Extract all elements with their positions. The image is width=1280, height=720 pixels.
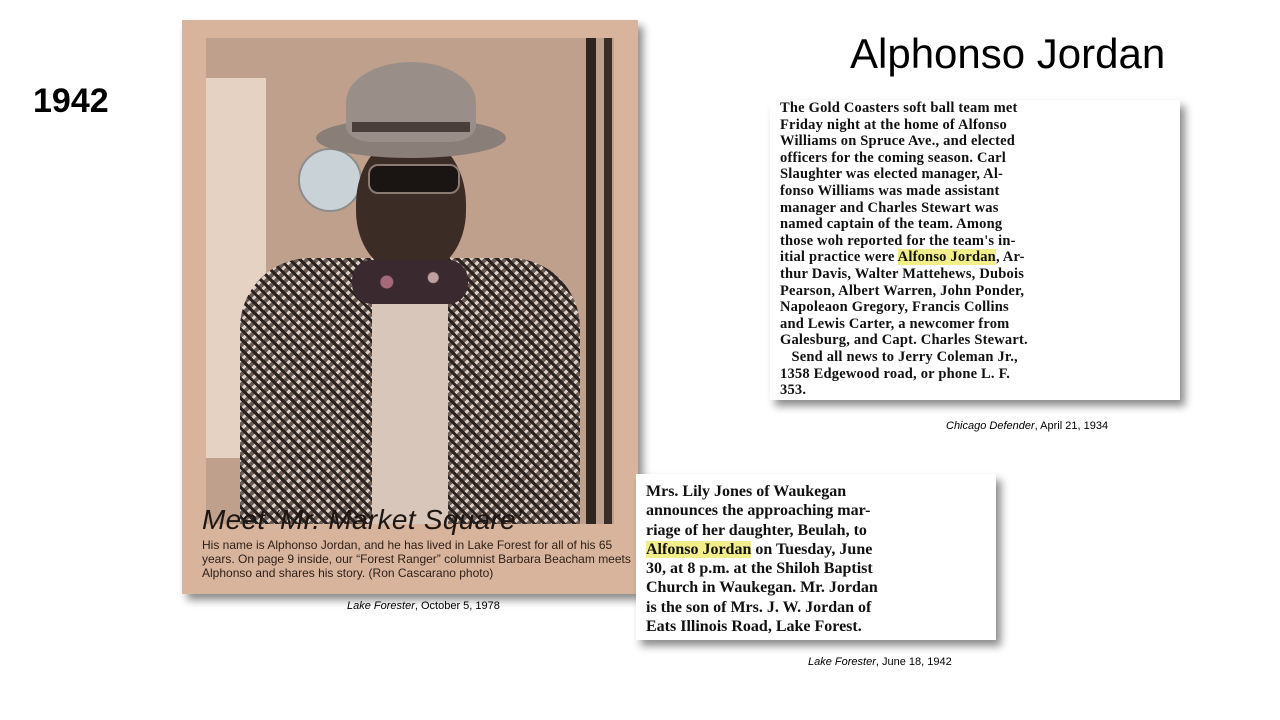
marriage-text — [636, 474, 996, 636]
marriage-citation-date: , June 18, 1942 — [875, 656, 952, 668]
marriage-citation-source: Lake Forester — [808, 656, 876, 668]
marriage-line: Church in Waukegan. Mr. Jordan — [646, 579, 878, 597]
defender-line: those woh reported for the team's in- — [780, 232, 1016, 249]
defender-citation-date: , April 21, 1934 — [1034, 420, 1109, 432]
defender-line-highlighted — [780, 249, 1180, 266]
bow-tie — [352, 260, 468, 304]
marriage-line: 30, at 8 p.m. at the Shiloh Baptist — [646, 560, 873, 578]
defender-line: 353. — [780, 382, 807, 399]
photo-background-sign — [298, 148, 362, 212]
defender-line: named captain of the team. Among — [780, 216, 1003, 233]
defender-line: Slaughter was elected manager, Al- — [780, 166, 1004, 183]
defender-line: Napoleaon Gregory, Francis Collins — [780, 299, 1009, 316]
defender-citation — [946, 420, 1108, 432]
defender-line: Friday night at the home of Alfonso — [780, 116, 1007, 133]
photo-citation-source: Lake Forester — [347, 600, 415, 612]
defender-line: Pearson, Albert Warren, John Ponder, — [780, 282, 1025, 299]
defender-line: 1358 Edgewood road, or phone L. F. — [780, 365, 1011, 382]
defender-line: Send all news to Jerry Coleman Jr., — [780, 348, 1018, 365]
hat-band — [352, 122, 470, 132]
marriage-line: Eats Illinois Road, Lake Forest. — [646, 618, 862, 636]
defender-line-suffix: , Ar- — [995, 249, 1025, 266]
photo-door-frame-edge — [604, 38, 612, 524]
marriage-line: announces the approaching mar- — [646, 502, 871, 520]
photo-citation — [347, 600, 500, 612]
defender-citation-source: Chicago Defender — [946, 420, 1035, 432]
marriage-clipping — [636, 474, 996, 640]
year-label: 1942 — [33, 82, 109, 120]
marriage-line: Mrs. Lily Jones of Waukegan — [646, 483, 847, 500]
page-title: Alphonso Jordan — [850, 30, 1166, 77]
marriage-citation — [808, 656, 952, 668]
defender-line: Galesburg, and Capt. Charles Stewart. — [780, 332, 1028, 349]
photo-headline: Meet ‘Mr. Market Square’ — [202, 504, 523, 535]
name-highlight: Alfonso Jordan — [897, 249, 996, 266]
marriage-line-suffix: on Tuesday, June — [751, 540, 873, 558]
defender-line: Williams on Spruce Ave., and elected — [780, 133, 1016, 150]
defender-line: officers for the coming season. Carl — [780, 149, 1006, 166]
defender-line: manager and Charles Stewart was — [780, 199, 999, 216]
defender-line: and Lewis Carter, a newcomer from — [780, 315, 1010, 332]
shirt — [372, 268, 448, 524]
photo-clipping — [182, 20, 638, 594]
defender-line-prefix: itial practice were — [780, 249, 898, 266]
defender-line: fonso Williams was made assistant — [780, 182, 1000, 199]
name-highlight: Alfonso Jordan — [646, 540, 752, 558]
sunglasses — [368, 164, 460, 194]
photo-caption: His name is Alphonso Jordan, and he has lived in Lake Forest for all of his 65 years. On page 9 inside, our “Forest Ranger” columnist Barbara Beacham meets Alphonso and shares his story. (Ron Cascarano photo) — [202, 538, 631, 580]
marriage-line-highlighted — [646, 540, 996, 559]
defender-line: The Gold Coasters soft ball team met — [780, 100, 1018, 116]
portrait-photo — [206, 38, 614, 524]
marriage-line: riage of her daughter, Beulah, to — [646, 521, 867, 539]
defender-text — [770, 100, 1180, 399]
photo-door-frame — [586, 38, 596, 524]
defender-clipping — [770, 100, 1180, 400]
photo-citation-date: , October 5, 1978 — [414, 600, 500, 612]
defender-line: thur Davis, Walter Mattehews, Dubois — [780, 265, 1025, 282]
marriage-line: is the son of Mrs. J. W. Jordan of — [646, 598, 872, 616]
